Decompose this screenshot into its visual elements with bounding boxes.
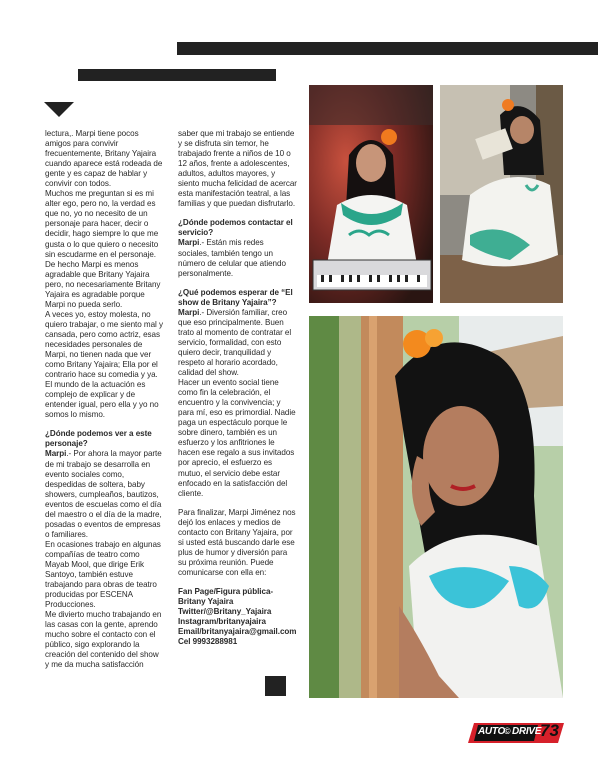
speaker-answer-text: .- Están mis redes <box>199 238 264 248</box>
article-bold-line: Britany Yajaira <box>178 597 234 607</box>
article-line: personaje para hacer, decir o <box>45 219 149 229</box>
article-bold-line: Twitter/@Britany_Yajaira <box>178 607 272 617</box>
article-line: Mayab Mool, que dirige Erik <box>45 559 144 569</box>
article-line: sociales, también tengo un <box>178 248 273 258</box>
article-line: entender igual, pero ella y yo no <box>45 400 159 410</box>
article-line: A veces yo, estoy molesta, no <box>45 309 151 319</box>
article-line: Marpi no pueda serlo. <box>45 299 123 309</box>
article-line: creación del contenido del show <box>45 650 159 660</box>
article-line: como Britany Yajaira; Ella por el <box>45 360 158 370</box>
article-line: número de celular que atiendo <box>178 258 286 268</box>
article-line: servicio, formalidad, con esto <box>178 337 282 347</box>
article-line: por aprecio, el esfuerzo es <box>178 458 273 468</box>
article-line: encuentro y la convivencia; y <box>178 398 281 408</box>
article-line: producidas por ESCENA <box>45 590 134 600</box>
article-line: dejó los enlaces y medios de <box>178 517 281 527</box>
article-line: amigos para convivir <box>45 139 119 149</box>
photo-portrait-image <box>309 316 563 698</box>
article-line: familias y que puedan disfrutarlo. <box>178 199 296 209</box>
article-line: calidad del show. <box>178 368 239 378</box>
article-line: cuando aparece está rodeada de <box>45 159 163 169</box>
paragraph-gap <box>45 420 163 429</box>
article-line: mutuo, el servicio debe estar <box>178 468 281 478</box>
article-line: 12 años, frente a adolescentes, <box>178 159 290 169</box>
article-line: compañías de teatro como <box>45 549 140 559</box>
article-line: pero, no necesariamente Britany <box>45 279 161 289</box>
article-line: plus de humor y diversión para <box>178 547 288 557</box>
end-of-article-mark <box>265 676 286 696</box>
speaker-name: Marpi <box>178 238 200 248</box>
article-line: enfocado en la satisfacción del <box>178 478 288 488</box>
article-line: showers, cumpleaños, bautizos, <box>45 489 159 499</box>
article-line: paga un espectáculo porque le <box>178 418 288 428</box>
article-line: Me divierto mucho trabajando en <box>45 610 162 620</box>
article-line: contacto con Britany Yajaira, por <box>178 527 293 537</box>
article-line: cansada, pero como actriz, esas <box>45 329 160 339</box>
article-line: cliente. <box>178 488 204 498</box>
logo-brand-drive: DRIVE <box>512 726 542 737</box>
article-line: respeto al horario acordado, <box>178 357 278 367</box>
article-column-1 <box>45 129 163 670</box>
article-line: mucho sobre el contacto con el <box>45 630 156 640</box>
article-line: o familiares. <box>45 529 88 539</box>
article-line: despedidas de soltera, baby <box>45 479 145 489</box>
article-line: sin escudarme en el personaje. <box>45 249 156 259</box>
article-line: Hacer un evento social tiene <box>178 378 279 388</box>
photo-portrait-pole <box>309 316 563 698</box>
article-bold-line: ¿Dónde podemos ver a este <box>45 429 152 439</box>
article-line: trabajando para obras de teatro <box>45 580 157 590</box>
article-line: Producciones. <box>45 600 96 610</box>
article-bold-line: servicio? <box>178 228 214 238</box>
article-line: contrario hace su comedia y ya. <box>45 370 158 380</box>
article-line: somos lo mismo. <box>45 410 105 420</box>
autodrive-logo <box>468 720 578 746</box>
article-line: frecuentemente, Britany Yajaira <box>45 149 157 159</box>
article-line: público, sigo explorando la <box>45 640 140 650</box>
article-line: evento sociales como, <box>45 469 125 479</box>
paragraph-gap <box>178 499 300 508</box>
article-line: Muchos me preguntan si es mi <box>45 189 154 199</box>
photo-keyboard-image <box>309 85 433 303</box>
article-line: lectura,. Marpi tiene pocos <box>45 129 139 138</box>
article-line: personalmente. <box>178 268 234 278</box>
article-line: eventos de escuelas como el día <box>45 499 162 509</box>
article-bold-line: ¿Dónde podemos contactar el <box>178 218 293 228</box>
article-line: convivir con todos. <box>45 179 112 189</box>
article-line: que eso principalmente. Buen <box>178 317 284 327</box>
photo-reading-image <box>440 85 563 303</box>
article-line: de mi trabajo se desarrolla en <box>45 459 151 469</box>
article-line: gente y es capaz de hablar y <box>45 169 148 179</box>
speaker-answer-text: .- Diversión familiar, creo <box>199 307 288 317</box>
article-line: si usted está buscando darle ese <box>178 537 295 547</box>
speaker-name: Marpi <box>178 307 200 317</box>
article-line: sobre dinero, también es un <box>178 428 277 438</box>
article-line: adultos, adultos mayores, y <box>178 169 276 179</box>
article-line: Santoyo, también estuve <box>45 570 133 580</box>
article-bold-line: Cel 9993288981 <box>178 637 238 647</box>
article-line: quiero decir, tranquilidad y <box>178 347 272 357</box>
article-line: para mí, eso es primordial. Nadie <box>178 408 296 418</box>
article-line: necesidades personales de <box>45 339 143 349</box>
article-line: decidir, hago siempre lo que me <box>45 229 159 239</box>
article-bold-line: personaje? <box>45 439 88 449</box>
article-line: y me da mucha satisfacción <box>45 660 144 670</box>
article-line: gusta o lo que quiero o necesito <box>45 239 159 249</box>
article-line <box>178 238 300 248</box>
article-line: saber que mi trabajo se entiende <box>178 129 295 138</box>
section-marker-triangle <box>44 102 74 117</box>
article-line: esfuerzo y los anfitriones le <box>178 438 275 448</box>
article-line: Marpi, no tienen nada que ver <box>45 350 152 360</box>
article-line: complejo de explicar y de <box>45 390 136 400</box>
article-line: y se disfruta sin temor, he <box>178 139 269 149</box>
article-line <box>178 308 300 318</box>
article-line: De hecho Marpi es menos <box>45 259 139 269</box>
page-number: 73 <box>540 721 559 740</box>
article-line: Yajaira es agradable porque <box>45 289 145 299</box>
article-line: quiero trabajar, o me siento mal y <box>45 319 163 329</box>
article-line: comunicarse con ella en: <box>178 567 267 577</box>
photo-reading-book <box>440 85 563 303</box>
article-line: posadas o eventos de empresas <box>45 519 161 529</box>
article-line: trabajado frente a niños de 10 o <box>178 149 291 159</box>
article-line: su próxima reunión. Puede <box>178 557 274 567</box>
article-line: siento mucha felicidad de acercar <box>178 179 297 189</box>
paragraph-gap <box>178 578 300 587</box>
article-line: las casas con la gente, aprendo <box>45 620 158 630</box>
article-line: El mundo de la actuación es <box>45 380 146 390</box>
article-line: hacen ese regalo a sus invitados <box>178 448 295 458</box>
article-line <box>45 449 163 459</box>
article-line: agradable que Britany Yajaira <box>45 269 150 279</box>
article-bold-line: show de Britany Yajaira”? <box>178 297 277 307</box>
article-bold-line: Instagram/britanyajaira <box>178 617 266 627</box>
header-bar-top <box>177 42 598 55</box>
article-column-2 <box>178 129 300 647</box>
article-bold-line: ¿Qué podemos esperar de “El <box>178 287 293 297</box>
article-line: que no, yo no necesito de un <box>45 209 148 219</box>
paragraph-gap <box>178 279 300 288</box>
article-line: del maestro o el día de la madre, <box>45 509 162 519</box>
article-line: como fin la celebración, el <box>178 388 271 398</box>
article-line: alter ego, pero no, la verdad es <box>45 199 156 209</box>
logo-copyright-icon: © <box>504 726 511 736</box>
article-line: En ocasiones trabajo en algunas <box>45 539 161 549</box>
article-line: trato al momento de contratar el <box>178 327 292 337</box>
article-bold-line: Fan Page/Figura pública- <box>178 586 274 596</box>
speaker-answer-text: .- Por ahora la mayor parte <box>66 449 162 459</box>
speaker-name: Marpi <box>45 449 67 459</box>
photo-performer-keyboard <box>309 85 433 303</box>
paragraph-gap <box>178 209 300 218</box>
article-bold-line: Email/britanyajaira@gmail.com <box>178 627 297 637</box>
article-line: Para finalizar, Marpi Jiménez nos <box>178 507 296 517</box>
header-bar-secondary <box>78 69 276 81</box>
logo-brand-auto: AUTO <box>478 726 505 737</box>
article-line: esta manifestación teatral, a las <box>178 189 291 199</box>
